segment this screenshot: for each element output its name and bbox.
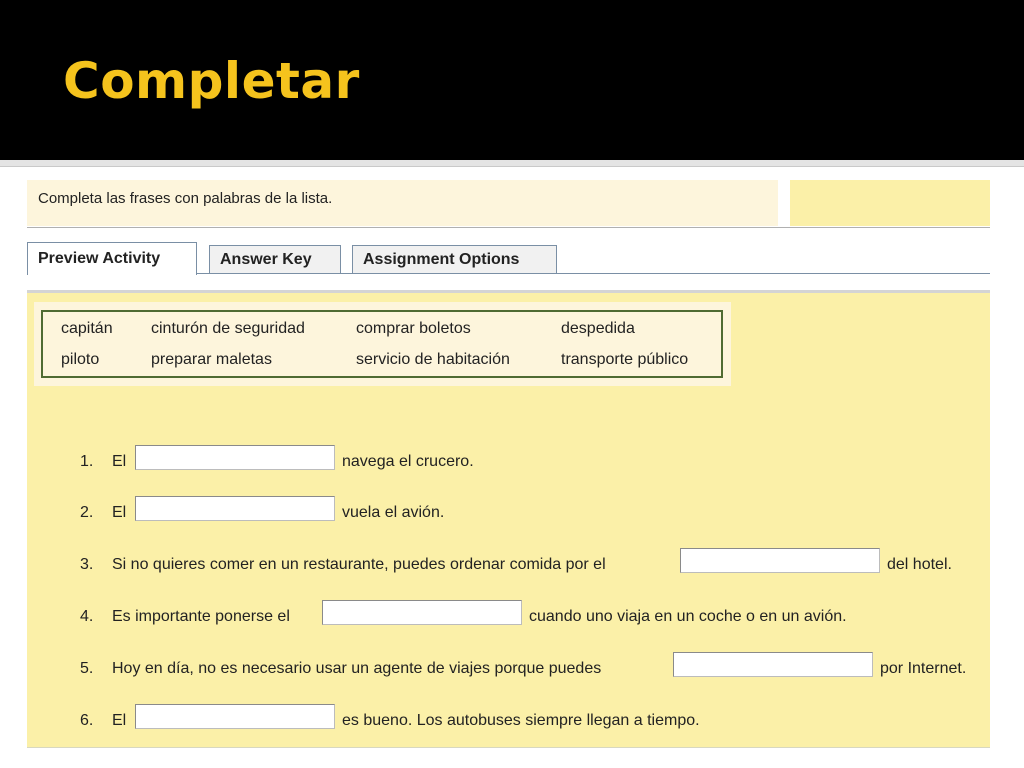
question-2-answer-input[interactable] <box>135 496 335 521</box>
question-5-text-before: Hoy en día, no es necesario usar un agente de viajes porque puedes <box>112 660 602 677</box>
question-6-answer-input[interactable] <box>135 704 335 729</box>
tab-answer-key[interactable]: Answer Key <box>209 245 341 273</box>
question-4-text-after: cuando uno viaja en un coche o en un avión. <box>529 608 847 625</box>
header-divider <box>0 160 1024 167</box>
word-bank-container <box>34 302 731 386</box>
question-2-number: 2. <box>80 504 94 521</box>
instruction-text: Completa las frases con palabras de la lista. <box>38 190 333 207</box>
word-bank-item: servicio de habitación <box>356 351 510 368</box>
question-4-number: 4. <box>80 608 94 625</box>
question-3-text-before: Si no quieres comer en un restaurante, puedes ordenar comida por el <box>112 556 606 573</box>
question-5-answer-input[interactable] <box>673 652 873 677</box>
question-2-text-after: vuela el avión. <box>342 504 445 521</box>
word-bank-item: transporte público <box>561 351 689 368</box>
question-4-answer-input[interactable] <box>322 600 522 625</box>
instruction-divider <box>27 227 990 228</box>
activity-panel <box>27 290 990 748</box>
word-bank-item: cinturón de seguridad <box>151 320 305 337</box>
question-3-text-after: del hotel. <box>887 556 952 573</box>
slide-header <box>0 0 1024 160</box>
word-bank-item: despedida <box>561 320 635 337</box>
word-bank-item: capitán <box>61 320 113 337</box>
question-5-text-after: por Internet. <box>880 660 967 677</box>
question-4-text-before: Es importante ponerse el <box>112 608 290 625</box>
question-2-text-before: El <box>112 504 127 521</box>
instruction-side-panel <box>790 180 990 226</box>
question-1-number: 1. <box>80 453 94 470</box>
question-1-answer-input[interactable] <box>135 445 335 470</box>
tab-assignment-options[interactable]: Assignment Options <box>352 245 557 273</box>
question-6-text-before: El <box>112 712 127 729</box>
question-6-text-after: es bueno. Los autobuses siempre llegan a tiempo. <box>342 712 700 729</box>
word-bank-item: comprar boletos <box>356 320 471 337</box>
question-3-number: 3. <box>80 556 94 573</box>
word-bank-item: preparar maletas <box>151 351 272 368</box>
question-1-text-before: El <box>112 453 127 470</box>
tab-preview-activity[interactable]: Preview Activity <box>27 242 197 275</box>
question-5-number: 5. <box>80 660 94 677</box>
question-1-text-after: navega el crucero. <box>342 453 474 470</box>
word-bank-item: piloto <box>61 351 100 368</box>
word-bank <box>41 310 723 378</box>
slide-title: Completar <box>63 52 360 110</box>
question-3-answer-input[interactable] <box>680 548 880 573</box>
question-6-number: 6. <box>80 712 94 729</box>
tab-bar <box>27 242 990 274</box>
instruction-bar <box>27 180 778 226</box>
